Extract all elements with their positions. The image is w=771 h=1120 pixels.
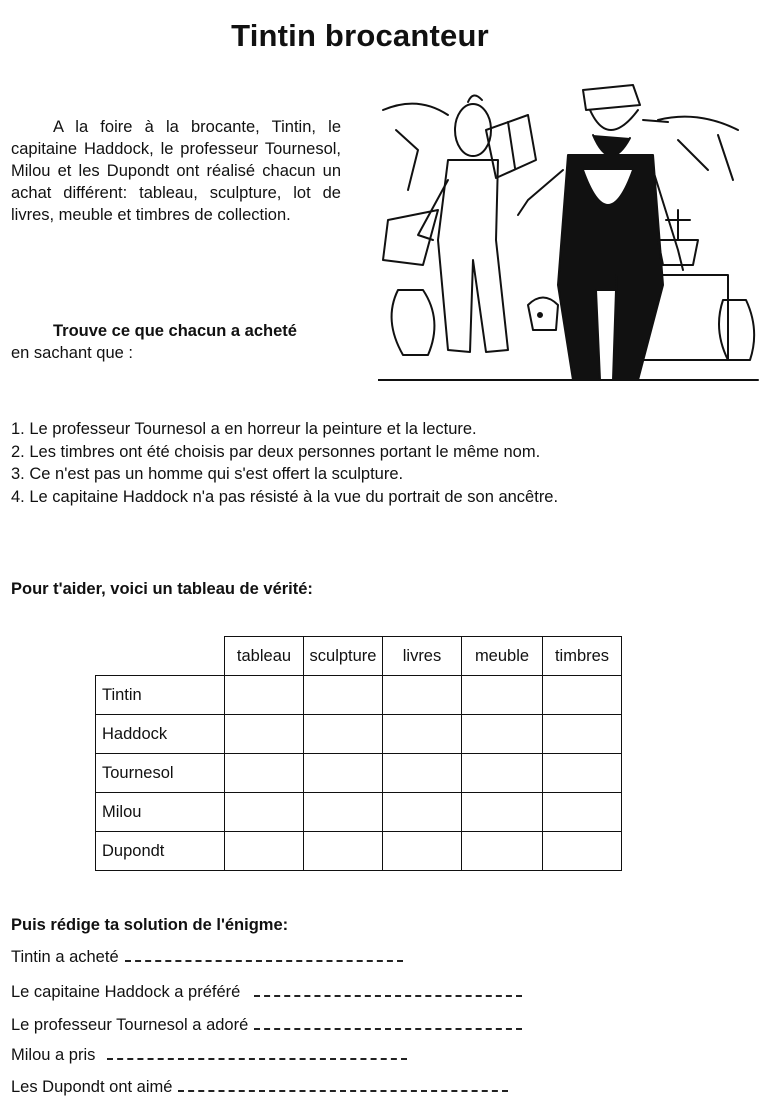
table-cell[interactable] bbox=[383, 754, 462, 793]
solution-prompt: Le capitaine Haddock a préféré bbox=[11, 983, 241, 1001]
table-cell[interactable] bbox=[304, 676, 383, 715]
page-title: Tintin brocanteur bbox=[231, 18, 489, 53]
table-cell[interactable] bbox=[462, 793, 543, 832]
solution-line-2 bbox=[11, 983, 522, 1002]
solution-line-1 bbox=[11, 948, 403, 967]
solution-prompt: Les Dupondt ont aimé bbox=[11, 1078, 173, 1096]
column-header: timbres bbox=[543, 637, 622, 676]
column-header: livres bbox=[383, 637, 462, 676]
table-cell[interactable] bbox=[225, 832, 304, 871]
table-cell[interactable] bbox=[543, 832, 622, 871]
clue-3: 3. Ce n'est pas un homme qui s'est offert la sculpture. bbox=[11, 465, 404, 483]
intro-text: A la foire à la brocante, Tintin, le capitaine Haddock, le professeur Tournesol, Milou et les Dupondt ont réalisé chacun un achat différent: tableau, sculpture, lot de livres, meuble et timbres de collection. bbox=[11, 118, 341, 224]
table-cell[interactable] bbox=[462, 832, 543, 871]
row-header: Dupondt bbox=[96, 832, 225, 871]
row-header: Haddock bbox=[96, 715, 225, 754]
table-row bbox=[96, 676, 622, 715]
answer-blank[interactable] bbox=[107, 1048, 407, 1060]
answer-blank[interactable] bbox=[125, 950, 403, 962]
task-rest: en sachant que : bbox=[11, 344, 134, 362]
clue-2: 2. Les timbres ont été choisis par deux personnes portant le même nom. bbox=[11, 442, 541, 461]
column-header: meuble bbox=[462, 637, 543, 676]
table-cell[interactable] bbox=[543, 676, 622, 715]
table-cell[interactable] bbox=[225, 715, 304, 754]
help-heading: Pour t'aider, voici un tableau de vérité: bbox=[11, 580, 313, 598]
column-header: sculpture bbox=[304, 637, 383, 676]
solution-line-3 bbox=[11, 1016, 522, 1035]
solution-line-4 bbox=[11, 1046, 407, 1065]
table-cell[interactable] bbox=[383, 832, 462, 871]
table-row bbox=[96, 793, 622, 832]
clue-1: 1. Le professeur Tournesol a en horreur la peinture et la lecture. bbox=[11, 420, 477, 438]
clue-4: 4. Le capitaine Haddock n'a pas résisté à la vue du portrait de son ancêtre. bbox=[11, 487, 559, 506]
table-cell[interactable] bbox=[543, 754, 622, 793]
row-header: Milou bbox=[96, 793, 225, 832]
solution-prompt: Tintin a acheté bbox=[11, 948, 119, 966]
column-header: tableau bbox=[225, 637, 304, 676]
table-cell[interactable] bbox=[383, 676, 462, 715]
table-header-row bbox=[96, 637, 622, 676]
solution-heading: Puis rédige ta solution de l'énigme: bbox=[11, 916, 289, 934]
row-header: Tintin bbox=[96, 676, 225, 715]
table-cell[interactable] bbox=[462, 754, 543, 793]
answer-blank[interactable] bbox=[254, 985, 522, 997]
table-cell[interactable] bbox=[225, 676, 304, 715]
table-row bbox=[96, 754, 622, 793]
table-row bbox=[96, 832, 622, 871]
table-cell[interactable] bbox=[383, 793, 462, 832]
table-cell[interactable] bbox=[225, 754, 304, 793]
intro-paragraph bbox=[11, 116, 341, 226]
table-cell[interactable] bbox=[543, 793, 622, 832]
task-instruction bbox=[11, 320, 351, 364]
clues-list bbox=[11, 418, 751, 508]
table-row bbox=[96, 715, 622, 754]
truth-table bbox=[95, 636, 622, 871]
table-cell[interactable] bbox=[304, 832, 383, 871]
table-cell[interactable] bbox=[304, 793, 383, 832]
solution-prompt: Milou a pris bbox=[11, 1046, 96, 1064]
solution-prompt: Le professeur Tournesol a adoré bbox=[11, 1016, 249, 1034]
tintin-haddock-flea-market-drawing bbox=[378, 60, 760, 395]
table-cell[interactable] bbox=[383, 715, 462, 754]
answer-blank[interactable] bbox=[178, 1080, 508, 1092]
row-header: Tournesol bbox=[96, 754, 225, 793]
table-cell[interactable] bbox=[462, 676, 543, 715]
table-cell[interactable] bbox=[304, 715, 383, 754]
answer-blank[interactable] bbox=[254, 1018, 522, 1030]
table-cell[interactable] bbox=[543, 715, 622, 754]
table-cell[interactable] bbox=[304, 754, 383, 793]
table-cell[interactable] bbox=[225, 793, 304, 832]
table-corner bbox=[96, 637, 225, 676]
solution-line-5 bbox=[11, 1078, 508, 1097]
table-cell[interactable] bbox=[462, 715, 543, 754]
task-bold: Trouve ce que chacun a acheté bbox=[53, 322, 297, 340]
